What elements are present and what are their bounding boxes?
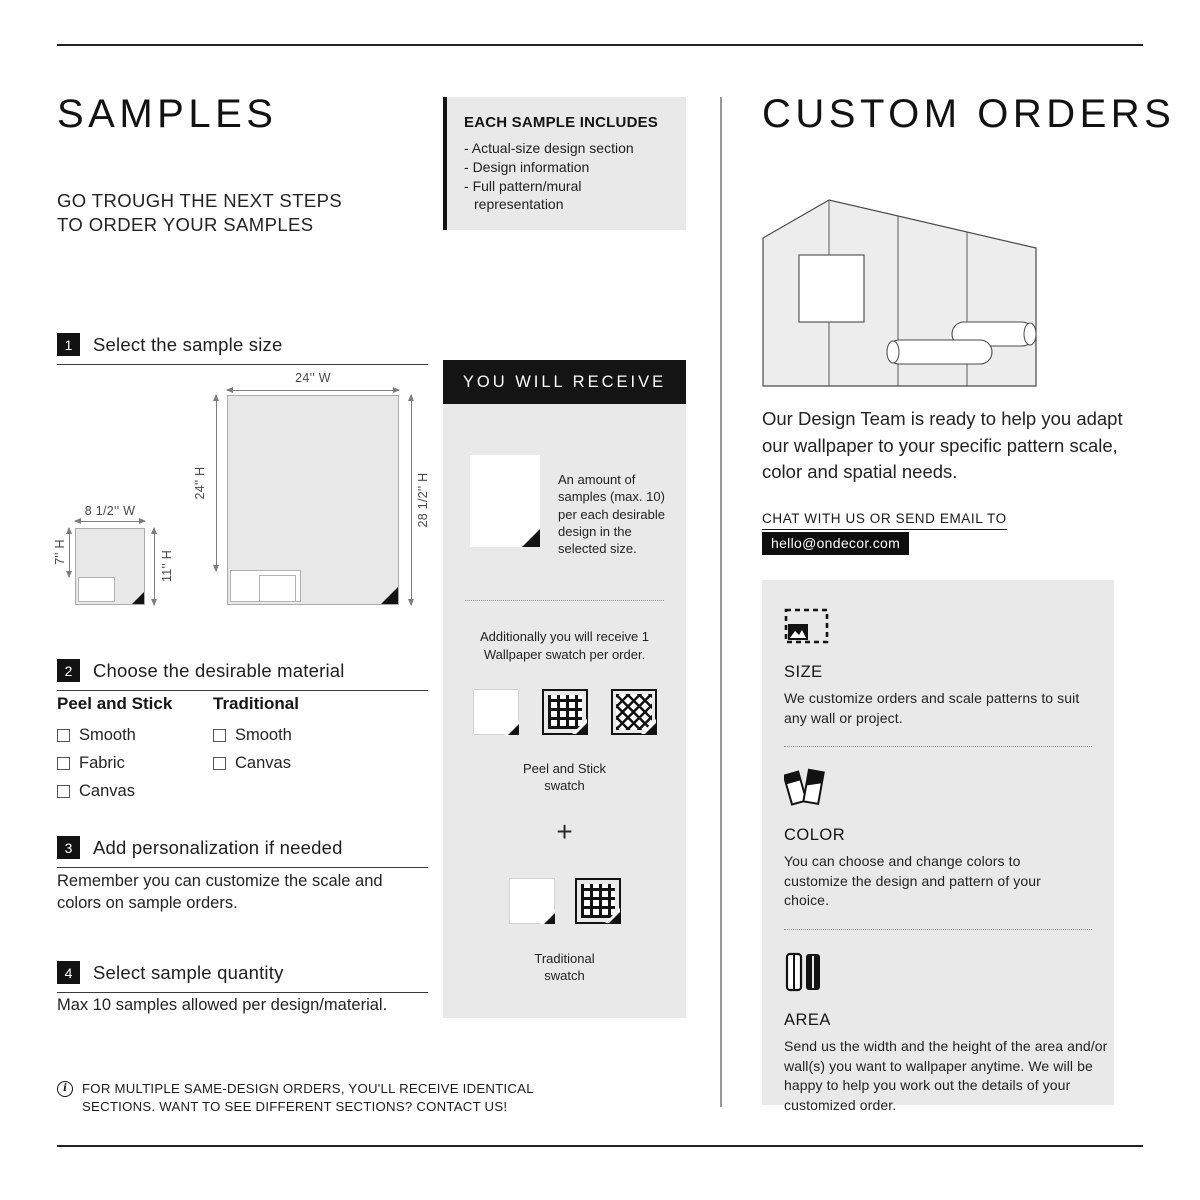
wallpaper-wall-illustration xyxy=(762,198,1038,388)
dimension-label-small-width: 8 1/2'' W xyxy=(84,504,136,518)
checkbox-option-traditional-canvas[interactable] xyxy=(213,754,369,773)
traditional-swatch-caption xyxy=(443,950,686,984)
dimension-line xyxy=(411,395,412,605)
grid-pattern-swatch-icon xyxy=(575,878,621,924)
dimension-label-large-height-right: 28 1/2'' H xyxy=(416,472,430,528)
step-4-number: 4 xyxy=(57,961,80,984)
dimension-label-small-height-left: 7'' H xyxy=(53,539,67,565)
bottom-divider xyxy=(57,1145,1143,1147)
dimension-line xyxy=(69,528,70,577)
step-4-label: Select sample quantity xyxy=(93,961,284,983)
feature-color xyxy=(784,767,1094,930)
material-column-peel-and-stick xyxy=(57,694,213,810)
large-sample-sheet xyxy=(227,395,399,605)
custom-order-features-panel xyxy=(762,580,1114,1113)
samples-amount-row xyxy=(470,455,682,557)
checkbox-label: Canvas xyxy=(235,754,291,772)
each-sample-includes-panel xyxy=(443,97,686,230)
dimension-label-large-width: 24'' W xyxy=(295,371,331,385)
peel-and-stick-swatch-row xyxy=(443,689,686,735)
frame-rectangle xyxy=(799,255,864,322)
footnote xyxy=(57,1080,535,1117)
dimension-line xyxy=(154,528,155,605)
dimension-line xyxy=(75,521,145,522)
includes-item: - Design information xyxy=(464,158,674,177)
step-3-header xyxy=(57,836,428,868)
sample-info-strip xyxy=(78,577,115,602)
additional-swatch-text-inner: Additionally you will receive 1 Wallpaper swatch per order. xyxy=(479,629,650,662)
info-icon xyxy=(57,1081,73,1097)
dimension-line xyxy=(216,395,217,571)
caption-text: Traditional swatch xyxy=(534,951,595,984)
color-icon xyxy=(784,767,830,809)
dimension-label-small-height-right: 11'' H xyxy=(160,549,174,583)
samples-amount-text: An amount of samples (max. 10) per each desirable design in the selected size. xyxy=(558,472,665,557)
dotted-divider xyxy=(784,746,1092,747)
feature-area xyxy=(784,950,1108,1115)
feature-text-color: You can choose and change colors to customize the design and pattern of your choice. xyxy=(784,853,1041,909)
checkbox-icon[interactable] xyxy=(213,757,226,770)
sample-sheet-icon xyxy=(470,455,540,547)
plus-sign: + xyxy=(556,816,573,847)
samples-section-title: SAMPLES xyxy=(57,92,278,136)
step-3-label: Add personalization if needed xyxy=(93,836,343,858)
checkbox-icon[interactable] xyxy=(57,757,70,770)
small-sample-sheet xyxy=(75,528,145,605)
checkbox-option-traditional-smooth[interactable] xyxy=(213,726,369,745)
step-1-header xyxy=(57,333,428,365)
checkbox-option-peel-fabric[interactable] xyxy=(57,754,213,773)
checkbox-option-peel-canvas[interactable] xyxy=(57,782,213,801)
dimension-label-large-height-left: 24'' H xyxy=(193,466,207,500)
step-2-label: Choose the desirable material xyxy=(93,659,345,681)
feature-text-area: Send us the width and the height of the area and/or wall(s) you want to wallpaper anytime. We will be happy to help you work out the details of your customized order. xyxy=(784,1037,1108,1113)
feature-title-area: AREA xyxy=(784,1010,831,1029)
vertical-divider xyxy=(720,97,722,1107)
checkbox-label: Smooth xyxy=(235,726,292,744)
footnote-text: FOR MULTIPLE SAME-DESIGN ORDERS, YOU'LL RECEIVE IDENTICAL SECTIONS. WANT TO SEE DIFFERENT SECTIONS? CONTACT US! xyxy=(82,1081,534,1115)
custom-orders-intro: Our Design Team is ready to help you adapt our wallpaper to your specific pattern scale, color and spatial needs. xyxy=(762,408,1123,483)
blank-swatch-icon xyxy=(509,878,555,924)
dimension-line xyxy=(227,390,399,391)
sample-size-diagram xyxy=(53,370,430,642)
feature-size xyxy=(784,608,1094,747)
samples-intro-text: GO TROUGH THE NEXT STEPS TO ORDER YOUR SAMPLES xyxy=(57,190,343,236)
includes-item: - Actual-size design section xyxy=(464,139,674,158)
you-will-receive-panel xyxy=(443,404,686,1018)
step-2-header xyxy=(57,659,428,691)
dotted-divider xyxy=(784,929,1092,930)
custom-orders-section-title: CUSTOM ORDERS xyxy=(762,92,1176,136)
contact-label: CHAT WITH US OR SEND EMAIL TO xyxy=(762,511,1007,530)
wallpaper-roll-icon xyxy=(887,340,992,364)
checkbox-option-peel-smooth[interactable] xyxy=(57,726,213,745)
dotted-divider xyxy=(465,600,664,601)
you-will-receive-header: YOU WILL RECEIVE xyxy=(443,360,686,404)
checkbox-label: Canvas xyxy=(79,782,135,800)
area-icon xyxy=(784,950,826,994)
crosshatch-pattern-swatch-icon xyxy=(611,689,657,735)
includes-title: EACH SAMPLE INCLUDES xyxy=(464,114,659,131)
step-4-header xyxy=(57,961,428,993)
blank-swatch-icon xyxy=(473,689,519,735)
checkbox-label: Smooth xyxy=(79,726,136,744)
personalization-note: Remember you can customize the scale and colors on sample orders. xyxy=(57,872,383,912)
material-options xyxy=(57,694,428,810)
includes-item: - Full pattern/mural representation xyxy=(464,177,674,215)
feature-title-color: COLOR xyxy=(784,826,846,845)
additional-swatch-text xyxy=(443,628,686,664)
top-divider xyxy=(57,44,1143,46)
sample-info-box xyxy=(259,575,296,602)
step-3-number: 3 xyxy=(57,836,80,859)
checkbox-icon[interactable] xyxy=(57,785,70,798)
peel-and-stick-swatch-caption xyxy=(443,760,686,794)
step-2-number: 2 xyxy=(57,659,80,682)
grid-pattern-swatch-icon xyxy=(542,689,588,735)
caption-text: Peel and Stick swatch xyxy=(522,761,607,794)
size-icon xyxy=(784,608,830,646)
feature-text-size: We customize orders and scale patterns to suit any wall or project. xyxy=(784,690,1080,726)
checkbox-icon[interactable] xyxy=(213,729,226,742)
step-1-number: 1 xyxy=(57,333,80,356)
material-title-peel-and-stick: Peel and Stick xyxy=(57,694,173,713)
step-1-label: Select the sample size xyxy=(93,333,283,355)
traditional-swatch-row xyxy=(443,878,686,924)
email-link[interactable]: hello@ondecor.com xyxy=(762,532,909,555)
quantity-note: Max 10 samples allowed per design/material. xyxy=(57,996,388,1014)
feature-title-size: SIZE xyxy=(784,663,823,681)
material-title-traditional: Traditional xyxy=(213,694,299,713)
checkbox-icon[interactable] xyxy=(57,729,70,742)
material-column-traditional xyxy=(213,694,369,810)
checkbox-label: Fabric xyxy=(79,754,125,772)
